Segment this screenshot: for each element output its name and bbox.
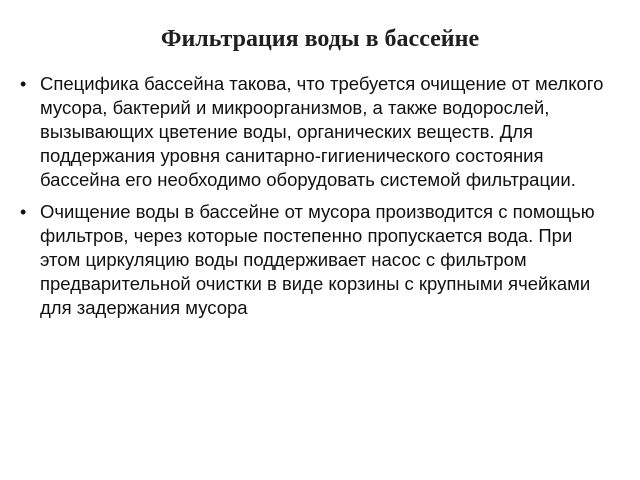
bullet-item-specifics [20, 72, 610, 192]
bullet-list [20, 72, 610, 328]
bullet-dot-icon: • [20, 74, 27, 94]
bullet-item-cleaning [20, 200, 610, 320]
bullet-dot-icon: • [20, 202, 27, 222]
slide-title: Фильтрация воды в бассейне [160, 26, 480, 52]
bullet-text: Очищение воды в бассейне от мусора производится с помощью фильтров, через которые постепенно пропускается вода. При этом циркуляцию воды поддерживает насос с фильтром предварительной очистки в виде корзины с крупными ячейками для задержания мусора [40, 201, 595, 318]
bullet-text: Специфика бассейна такова, что требуется очищение от мелкого мусора, бактерий и микроорганизмов, а также водорослей, вызывающих цветение воды, органических веществ. Для поддержания уровня санитарно-гигиенического состояния бассейна его необходимо оборудовать системой фильтрации. [40, 73, 604, 190]
